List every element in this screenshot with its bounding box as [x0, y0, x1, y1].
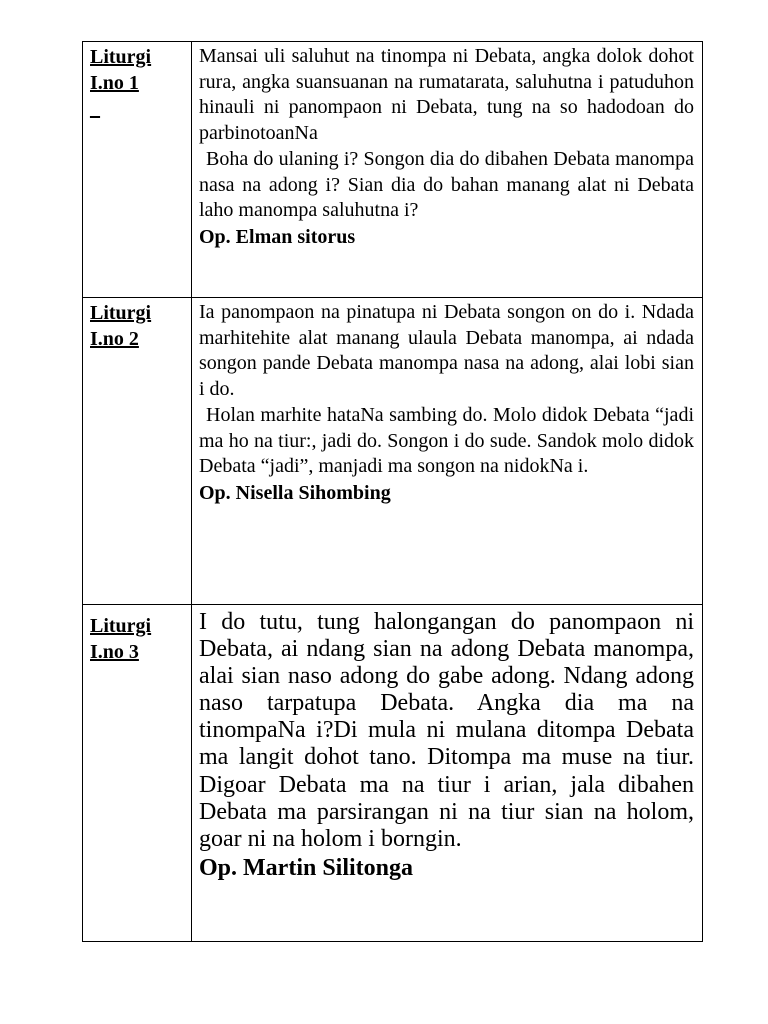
liturgy-text-cell: [192, 298, 703, 605]
liturgy-paragraph: Mansai uli saluhut na tinompa ni Debata, angka dolok dohot rura, angka suansuanan na rumatarata, saluhutna i patuduhon hinauli ni panompaon ni Debata, tung na so hadodoan do parbinotoanNa: [199, 45, 694, 145]
liturgy-paragraph: Holan marhite hataNa sambing do. Molo didok Debata “jadi ma ho na tiur:, jadi do. Songon i do sude. Sandok molo didok Debata “jadi”, manjadi ma songon na nidokNa i.: [199, 403, 694, 478]
liturgy-table: [82, 41, 703, 942]
liturgy-label-cell: [83, 605, 192, 942]
reader-name: Op. Martin Silitonga: [199, 854, 414, 881]
liturgy-paragraph: I do tutu, tung halongangan do panompaon ni Debata, ai ndang sian na adong Debata manompa, alai sian naso adong do gabe adong. Ndang adong naso tarpatupa Debata. Angka dia ma na tinompaNa i?Di mula ni mulana ditompa Debata ma langit dohot tano. Ditompa ma muse na tiur. Digoar Debata ma na tiur i arian, jala dibahen Debata ma parsirangan ni na tiur sian na holom, goar ni na holom i borngin.: [199, 609, 694, 852]
table-row: [83, 42, 703, 298]
stray-mark: _: [90, 98, 100, 120]
liturgy-paragraph: Ia panompaon na pinatupa ni Debata songon on do i. Ndada marhitehite alat manang ulaula Debata manompa, ai ndada songon pande Debata manompa nasa na adong, alai lobi sian i do.: [199, 301, 694, 401]
liturgy-text-cell: [192, 42, 703, 298]
reader-name: Op. Elman sitorus: [199, 225, 356, 248]
table-row: [83, 605, 703, 942]
reader-name: Op. Nisella Sihombing: [199, 481, 391, 504]
liturgy-text-cell: [192, 605, 703, 942]
liturgy-paragraph: Boha do ulaning i? Songon dia do dibahen Debata manompa nasa na adong i? Sian dia do bahan manang alat ni Debata laho manompa saluhutna i?: [199, 147, 694, 222]
liturgy-label: Liturgi I.no 1: [90, 46, 152, 94]
liturgy-label: Liturgi I.no 2: [90, 302, 152, 350]
table-row: [83, 298, 703, 605]
liturgy-label-cell: [83, 298, 192, 605]
liturgy-label-cell: [83, 42, 192, 298]
liturgy-label: Liturgi I.no 3: [90, 615, 152, 663]
